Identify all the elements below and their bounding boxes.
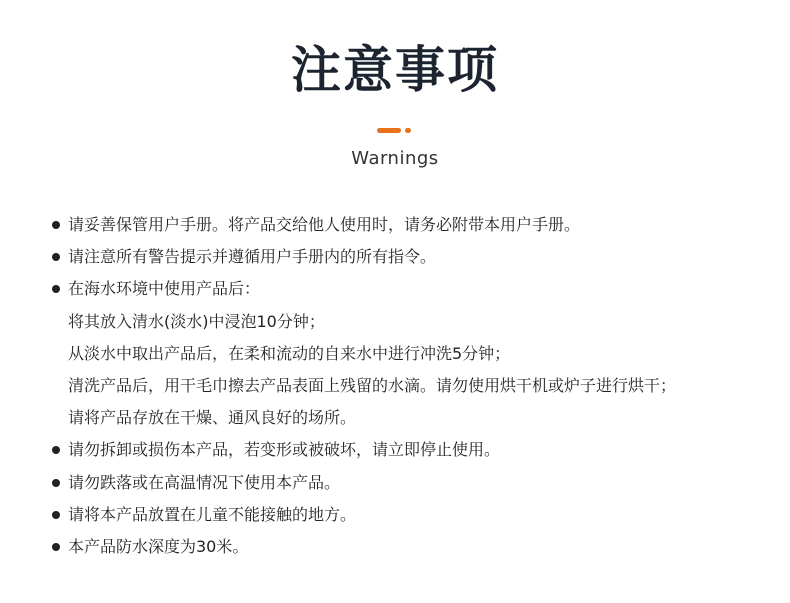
list-item [52, 209, 772, 241]
list-item-text: 清洗产品后，用干毛巾擦去产品表面上残留的水滴。请勿使用烘干机或炉子进行烘干； [68, 375, 677, 395]
list-item-text: 请注意所有警告提示并遵循用户手册内的所有指令。 [68, 247, 437, 267]
page-subtitle: Warnings [351, 148, 439, 169]
accent-dot [405, 128, 411, 133]
list-item [52, 434, 772, 466]
list-sub-item [52, 370, 772, 402]
list-item [52, 241, 772, 273]
warnings-list [52, 209, 772, 563]
list-item-text: 在海水环境中使用产品后： [68, 279, 261, 299]
list-item-text: 将其放入清水(淡水)中浸泡10分钟； [68, 311, 325, 331]
list-sub-item [52, 338, 772, 370]
list-sub-item [52, 306, 772, 338]
list-item-text: 从淡水中取出产品后，在柔和流动的自来水中进行冲洗5分钟； [68, 343, 511, 363]
list-item [52, 531, 772, 563]
bullet-icon [52, 446, 60, 454]
list-item-text: 本产品防水深度为30米。 [68, 536, 249, 556]
list-item [52, 273, 772, 305]
bullet-icon [52, 511, 60, 519]
list-item [52, 499, 772, 531]
page-title: 注意事项 [291, 41, 499, 99]
list-item [52, 467, 772, 499]
accent-dash [377, 128, 401, 133]
list-item-text: 请将本产品放置在儿童不能接触的地方。 [68, 504, 357, 524]
list-item-text: 请妥善保管用户手册。将产品交给他人使用时，请务必附带本用户手册。 [68, 215, 581, 234]
list-item-text: 请勿拆卸或损伤本产品，若变形或被破坏，请立即停止使用。 [68, 440, 501, 460]
list-item-text: 请勿跌落或在高温情况下使用本产品。 [68, 472, 341, 492]
list-sub-item [52, 402, 772, 434]
bullet-icon [52, 543, 60, 551]
bullet-icon [52, 253, 60, 261]
list-item-text: 请将产品存放在干燥、通风良好的场所。 [68, 408, 357, 428]
bullet-icon [52, 479, 60, 487]
bullet-icon [52, 285, 60, 293]
bullet-icon [52, 221, 60, 229]
